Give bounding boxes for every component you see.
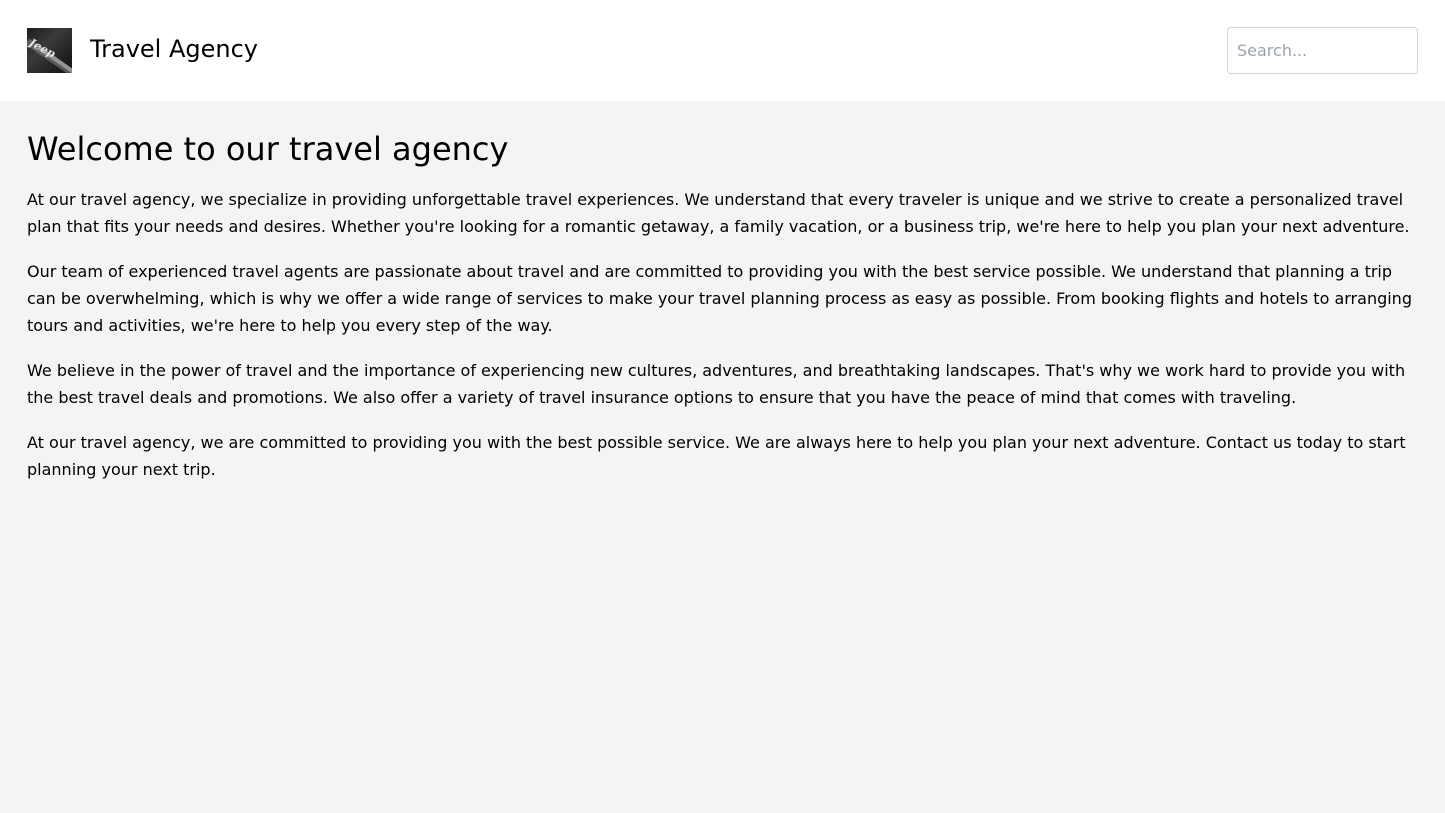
site-brand-title[interactable]: Travel Agency [90,35,258,63]
site-header [0,0,1445,101]
contact-paragraph: At our travel agency, we are committed to providing you with the best possible service. We are always here to help you plan your next adventure. Contact us today to start planning your next trip. [27,433,1406,479]
main-content [27,129,1422,501]
intro-paragraph: At our travel agency, we specialize in providing unforgettable travel experiences. We understand that every traveler is unique and we strive to create a personalized travel plan that fits your needs and desires. Whether you're looking for a romantic getaway, a family vacation, or a business trip, we're here to help you plan your next adventure. [27,190,1410,236]
team-paragraph: Our team of experienced travel agents are passionate about travel and are committed to providing you with the best service possible. We understand that planning a trip can be overwhelming, which is why we offer a wide range of services to make your travel planning process as easy as possible. From booking flights and hotels to arranging tours and activities, we're here to help you every step of the way. [27,262,1412,335]
travel-values-paragraph: We believe in the power of travel and the importance of experiencing new cultures, adventures, and breathtaking landscapes. That's why we work hard to provide you with the best travel deals and promotions. We also offer a variety of travel insurance options to ensure that you have the peace of mind that comes with traveling. [27,361,1406,407]
search-input[interactable] [1227,27,1418,74]
logo-image[interactable] [27,28,72,73]
page-title: Welcome to our travel agency [27,130,509,168]
logo-lettering: Jeep [27,36,58,61]
